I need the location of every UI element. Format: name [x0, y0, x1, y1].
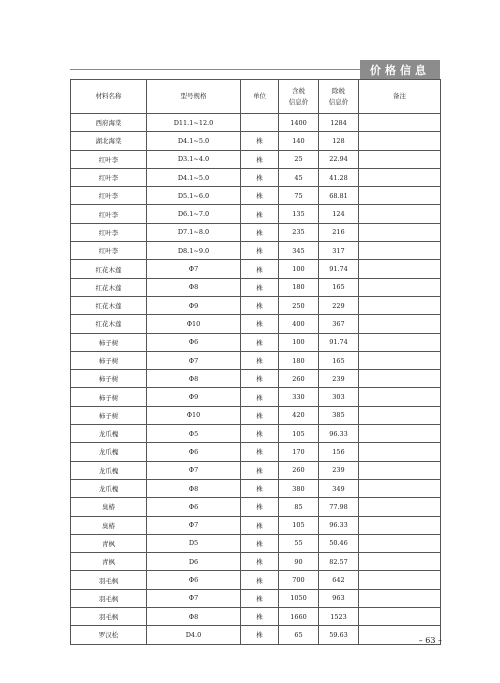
cell-incl: 260 [279, 461, 319, 479]
table-row [71, 205, 441, 223]
cell-incl: 100 [279, 333, 319, 351]
table-row [71, 626, 441, 644]
cell-spec: D5.1~6.0 [147, 187, 241, 205]
cell-spec: Φ7 [147, 516, 241, 534]
cell-note [359, 608, 441, 626]
table-row [71, 315, 441, 333]
cell-unit: 株 [241, 461, 279, 479]
cell-incl: 25 [279, 150, 319, 168]
cell-unit: 株 [241, 479, 279, 497]
cell-note [359, 425, 441, 443]
cell-unit: 株 [241, 626, 279, 644]
cell-material: 青枫 [71, 534, 147, 552]
cell-excl: 91.74 [319, 333, 359, 351]
cell-excl: 96.33 [319, 516, 359, 534]
cell-spec: Φ9 [147, 296, 241, 314]
cell-spec: Φ7 [147, 461, 241, 479]
cell-material: 柿子树 [71, 370, 147, 388]
cell-unit: 株 [241, 516, 279, 534]
cell-incl: 330 [279, 388, 319, 406]
cell-unit: 株 [241, 187, 279, 205]
cell-unit [241, 114, 279, 132]
cell-incl: 45 [279, 168, 319, 186]
cell-note [359, 296, 441, 314]
cell-material: 龙爪槐 [71, 425, 147, 443]
cell-unit: 株 [241, 315, 279, 333]
cell-excl: 303 [319, 388, 359, 406]
cell-incl: 180 [279, 351, 319, 369]
cell-incl: 135 [279, 205, 319, 223]
cell-unit: 株 [241, 223, 279, 241]
table-row [71, 571, 441, 589]
cell-spec: D4.1~5.0 [147, 168, 241, 186]
cell-unit: 株 [241, 242, 279, 260]
cell-incl: 85 [279, 498, 319, 516]
cell-note [359, 223, 441, 241]
cell-material: 湖北海棠 [71, 132, 147, 150]
table-row [71, 406, 441, 424]
cell-note [359, 479, 441, 497]
table-row [71, 187, 441, 205]
cell-excl: 165 [319, 278, 359, 296]
cell-note [359, 351, 441, 369]
cell-spec: D11.1~12.0 [147, 114, 241, 132]
table-row [71, 333, 441, 351]
cell-incl: 55 [279, 534, 319, 552]
cell-excl: 229 [319, 296, 359, 314]
cell-excl: 22.94 [319, 150, 359, 168]
cell-spec: Φ10 [147, 406, 241, 424]
cell-material: 龙爪槐 [71, 461, 147, 479]
cell-incl: 105 [279, 425, 319, 443]
cell-incl: 1400 [279, 114, 319, 132]
cell-incl: 1660 [279, 608, 319, 626]
cell-spec: D7.1~8.0 [147, 223, 241, 241]
cell-excl: 317 [319, 242, 359, 260]
table-row [71, 443, 441, 461]
cell-spec: D5 [147, 534, 241, 552]
cell-excl: 349 [319, 479, 359, 497]
cell-incl: 400 [279, 315, 319, 333]
cell-incl: 700 [279, 571, 319, 589]
cell-spec: Φ7 [147, 260, 241, 278]
cell-unit: 株 [241, 608, 279, 626]
table-row [71, 461, 441, 479]
cell-unit: 株 [241, 333, 279, 351]
table-row [71, 589, 441, 607]
cell-material: 红叶李 [71, 187, 147, 205]
cell-spec: D6 [147, 553, 241, 571]
col-header-unit: 单位 [241, 80, 279, 114]
cell-spec: Φ8 [147, 278, 241, 296]
cell-excl: 124 [319, 205, 359, 223]
table-row [71, 388, 441, 406]
cell-incl: 140 [279, 132, 319, 150]
cell-spec: Φ10 [147, 315, 241, 333]
cell-incl: 65 [279, 626, 319, 644]
table-row [71, 242, 441, 260]
cell-unit: 株 [241, 150, 279, 168]
cell-note [359, 260, 441, 278]
cell-spec: D6.1~7.0 [147, 205, 241, 223]
cell-note [359, 461, 441, 479]
cell-note [359, 571, 441, 589]
cell-note [359, 205, 441, 223]
cell-spec: D8.1~9.0 [147, 242, 241, 260]
cell-note [359, 388, 441, 406]
cell-material: 红叶李 [71, 223, 147, 241]
cell-incl: 235 [279, 223, 319, 241]
cell-material: 红花木莲 [71, 260, 147, 278]
cell-material: 羽毛枫 [71, 571, 147, 589]
table-row [71, 516, 441, 534]
cell-excl: 963 [319, 589, 359, 607]
cell-excl: 385 [319, 406, 359, 424]
cell-unit: 株 [241, 296, 279, 314]
cell-excl: 68.81 [319, 187, 359, 205]
cell-spec: Φ8 [147, 479, 241, 497]
cell-spec: D4.1~5.0 [147, 132, 241, 150]
cell-material: 臭椿 [71, 516, 147, 534]
cell-note [359, 168, 441, 186]
cell-excl: 216 [319, 223, 359, 241]
cell-material: 羽毛枫 [71, 608, 147, 626]
cell-spec: Φ8 [147, 370, 241, 388]
cell-spec: Φ6 [147, 443, 241, 461]
cell-material: 红叶李 [71, 242, 147, 260]
cell-incl: 250 [279, 296, 319, 314]
table-row [71, 498, 441, 516]
section-title-banner [360, 60, 440, 79]
cell-incl: 1050 [279, 589, 319, 607]
cell-spec: D4.0 [147, 626, 241, 644]
cell-unit: 株 [241, 406, 279, 424]
cell-excl: 1523 [319, 608, 359, 626]
cell-incl: 380 [279, 479, 319, 497]
cell-note [359, 498, 441, 516]
cell-unit: 株 [241, 443, 279, 461]
cell-excl: 96.33 [319, 425, 359, 443]
cell-excl: 1284 [319, 114, 359, 132]
table-header-row [71, 80, 441, 114]
cell-note [359, 132, 441, 150]
cell-spec: D3.1~4.0 [147, 150, 241, 168]
cell-material: 红花木莲 [71, 315, 147, 333]
page-number: – 63 – [418, 636, 442, 645]
cell-excl: 50.46 [319, 534, 359, 552]
cell-material: 龙爪槐 [71, 443, 147, 461]
cell-material: 柿子树 [71, 406, 147, 424]
cell-unit: 株 [241, 425, 279, 443]
cell-material: 西府海棠 [71, 114, 147, 132]
cell-material: 羽毛枫 [71, 589, 147, 607]
table-body [71, 114, 441, 645]
table-row [71, 351, 441, 369]
cell-incl: 90 [279, 553, 319, 571]
cell-material: 红叶李 [71, 150, 147, 168]
cell-excl: 77.98 [319, 498, 359, 516]
header-rule [70, 69, 360, 70]
cell-unit: 株 [241, 388, 279, 406]
cell-incl: 260 [279, 370, 319, 388]
cell-unit: 株 [241, 132, 279, 150]
cell-spec: Φ6 [147, 498, 241, 516]
cell-spec: Φ6 [147, 333, 241, 351]
table-row [71, 168, 441, 186]
cell-note [359, 333, 441, 351]
cell-material: 罗汉松 [71, 626, 147, 644]
col-header-tax-excl [319, 80, 359, 114]
table-row [71, 370, 441, 388]
cell-note [359, 516, 441, 534]
cell-excl: 128 [319, 132, 359, 150]
cell-material: 柿子树 [71, 388, 147, 406]
cell-spec: Φ8 [147, 608, 241, 626]
cell-excl: 91.74 [319, 260, 359, 278]
cell-note [359, 406, 441, 424]
cell-unit: 株 [241, 534, 279, 552]
cell-excl: 41.28 [319, 168, 359, 186]
cell-unit: 株 [241, 571, 279, 589]
table-row [71, 553, 441, 571]
table-row [71, 534, 441, 552]
cell-spec: Φ5 [147, 425, 241, 443]
col-header-material: 材料名称 [71, 80, 147, 114]
table-row [71, 479, 441, 497]
cell-material: 红叶李 [71, 168, 147, 186]
col-header-spec: 型号规格 [147, 80, 241, 114]
cell-material: 柿子树 [71, 333, 147, 351]
cell-material: 龙爪槐 [71, 479, 147, 497]
cell-material: 红叶李 [71, 205, 147, 223]
cell-excl: 165 [319, 351, 359, 369]
col-header-tax-excl-line1: 除税 [332, 86, 345, 95]
cell-note [359, 278, 441, 296]
cell-material: 红花木莲 [71, 278, 147, 296]
cell-spec: Φ7 [147, 589, 241, 607]
cell-unit: 株 [241, 278, 279, 296]
cell-note [359, 589, 441, 607]
cell-incl: 100 [279, 260, 319, 278]
cell-note [359, 187, 441, 205]
cell-unit: 株 [241, 260, 279, 278]
cell-excl: 156 [319, 443, 359, 461]
cell-unit: 株 [241, 351, 279, 369]
table-row [71, 278, 441, 296]
cell-incl: 105 [279, 516, 319, 534]
cell-incl: 345 [279, 242, 319, 260]
cell-unit: 株 [241, 168, 279, 186]
cell-incl: 180 [279, 278, 319, 296]
cell-note [359, 150, 441, 168]
cell-incl: 420 [279, 406, 319, 424]
cell-unit: 株 [241, 498, 279, 516]
table-row [71, 132, 441, 150]
col-header-tax-excl-line2: 信息价 [328, 97, 349, 106]
cell-excl: 239 [319, 461, 359, 479]
cell-excl: 642 [319, 571, 359, 589]
cell-material: 青枫 [71, 553, 147, 571]
col-header-tax-incl [279, 80, 319, 114]
price-table [70, 79, 441, 645]
col-header-tax-incl-line1: 含税 [292, 86, 305, 95]
table-row [71, 223, 441, 241]
table-row [71, 296, 441, 314]
cell-note [359, 370, 441, 388]
cell-unit: 株 [241, 589, 279, 607]
table-row [71, 608, 441, 626]
cell-note [359, 534, 441, 552]
table-row [71, 425, 441, 443]
cell-material: 臭椿 [71, 498, 147, 516]
cell-note [359, 553, 441, 571]
cell-unit: 株 [241, 553, 279, 571]
cell-unit: 株 [241, 205, 279, 223]
cell-material: 红花木莲 [71, 296, 147, 314]
table-row [71, 150, 441, 168]
col-header-note: 备注 [359, 80, 441, 114]
cell-note [359, 242, 441, 260]
cell-excl: 239 [319, 370, 359, 388]
cell-spec: Φ6 [147, 571, 241, 589]
col-header-tax-incl-line2: 信息价 [288, 97, 309, 106]
table-row [71, 260, 441, 278]
cell-excl: 82.57 [319, 553, 359, 571]
cell-spec: Φ9 [147, 388, 241, 406]
cell-spec: Φ7 [147, 351, 241, 369]
cell-note [359, 114, 441, 132]
cell-note [359, 315, 441, 333]
table-row [71, 114, 441, 132]
cell-note [359, 443, 441, 461]
cell-excl: 59.63 [319, 626, 359, 644]
cell-unit: 株 [241, 370, 279, 388]
section-title: 价格信息 [370, 63, 430, 77]
cell-material: 柿子树 [71, 351, 147, 369]
cell-incl: 170 [279, 443, 319, 461]
cell-incl: 75 [279, 187, 319, 205]
cell-excl: 367 [319, 315, 359, 333]
